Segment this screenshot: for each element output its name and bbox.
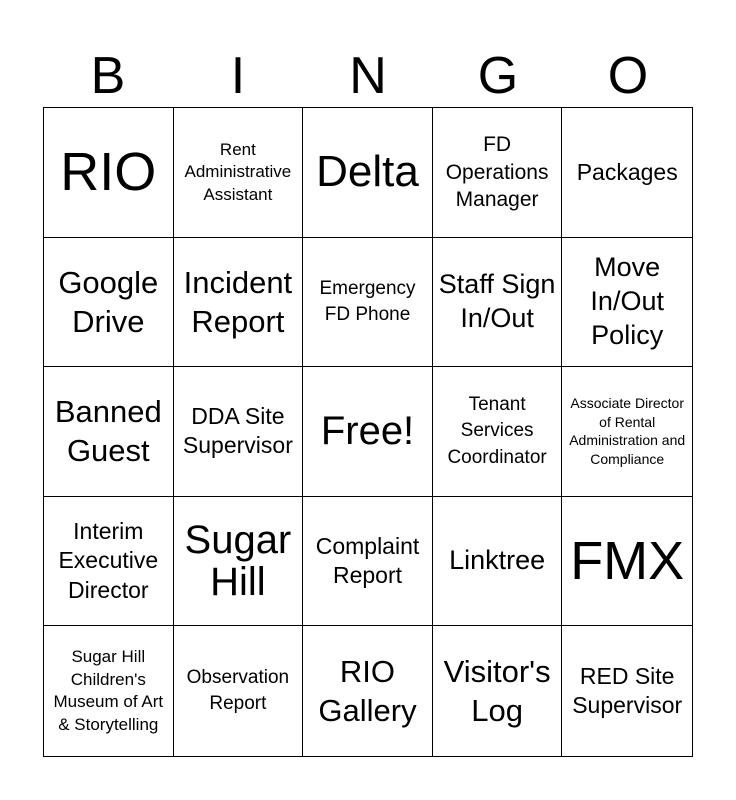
cell-text: Visitor's Log xyxy=(443,653,551,729)
bingo-cell[interactable] xyxy=(433,626,563,756)
bingo-cell[interactable] xyxy=(303,367,433,497)
bingo-cell[interactable] xyxy=(174,108,304,238)
bingo-cell[interactable] xyxy=(562,626,692,756)
bingo-cell[interactable] xyxy=(174,626,304,756)
bingo-cell[interactable] xyxy=(433,497,563,627)
cell-text: Delta xyxy=(316,147,419,197)
bingo-board xyxy=(43,107,693,757)
bingo-cell[interactable] xyxy=(562,238,692,368)
cell-text: Associate Director of Rental Administration and Compliance xyxy=(569,395,686,468)
cell-text: Interim Executive Director xyxy=(58,517,159,603)
cell-text: RIO Gallery xyxy=(318,653,417,729)
bingo-cell[interactable] xyxy=(433,108,563,238)
cell-text: Complaint Report xyxy=(315,532,420,589)
cell-text: Sugar Hill Children's Museum of Art & Storytelling xyxy=(53,647,164,734)
bingo-cell[interactable] xyxy=(562,367,692,497)
bingo-cell[interactable] xyxy=(44,367,174,497)
bingo-cell[interactable] xyxy=(44,626,174,756)
cell-text: DDA Site Supervisor xyxy=(182,403,293,459)
cell-text: RIO xyxy=(60,141,157,202)
bingo-cell[interactable] xyxy=(303,108,433,238)
cell-text: Sugar Hill xyxy=(184,518,292,605)
bingo-cell[interactable] xyxy=(433,367,563,497)
bingo-cell[interactable] xyxy=(174,367,304,497)
bingo-header xyxy=(43,46,693,106)
cell-text: Google Drive xyxy=(58,264,159,339)
cell-text: Incident Report xyxy=(183,264,293,339)
cell-text: Linktree xyxy=(449,545,546,576)
bingo-cell[interactable] xyxy=(303,626,433,756)
header-letter-o: O xyxy=(607,47,649,105)
cell-text: Free! xyxy=(320,409,415,454)
bingo-cell[interactable] xyxy=(433,238,563,368)
bingo-cell[interactable] xyxy=(44,497,174,627)
header-letter-n: N xyxy=(349,47,387,105)
cell-text: Tenant Services Coordinator xyxy=(447,394,547,468)
bingo-cell[interactable] xyxy=(44,108,174,238)
bingo-cell[interactable] xyxy=(174,238,304,368)
cell-text: Packages xyxy=(576,158,678,185)
header-letter-i: I xyxy=(230,47,246,105)
bingo-cell[interactable] xyxy=(174,497,304,627)
cell-text: Staff Sign In/Out xyxy=(438,269,556,333)
bingo-cell[interactable] xyxy=(303,238,433,368)
header-letter-g: G xyxy=(477,47,519,105)
bingo-cell[interactable] xyxy=(303,497,433,627)
cell-text: Observation Report xyxy=(186,667,290,715)
cell-text: Move In/Out Policy xyxy=(590,252,664,350)
cell-text: FMX xyxy=(570,530,685,591)
cell-text: Rent Administrative Assistant xyxy=(184,139,292,204)
cell-text: FD Operations Manager xyxy=(445,133,549,211)
bingo-cell[interactable] xyxy=(562,497,692,627)
bingo-cell[interactable] xyxy=(562,108,692,238)
cell-text: Banned Guest xyxy=(54,394,162,469)
header-letter-b: B xyxy=(90,47,126,105)
bingo-cell[interactable] xyxy=(44,238,174,368)
cell-text: RED Site Supervisor xyxy=(572,662,683,719)
cell-text: Emergency FD Phone xyxy=(319,277,416,325)
